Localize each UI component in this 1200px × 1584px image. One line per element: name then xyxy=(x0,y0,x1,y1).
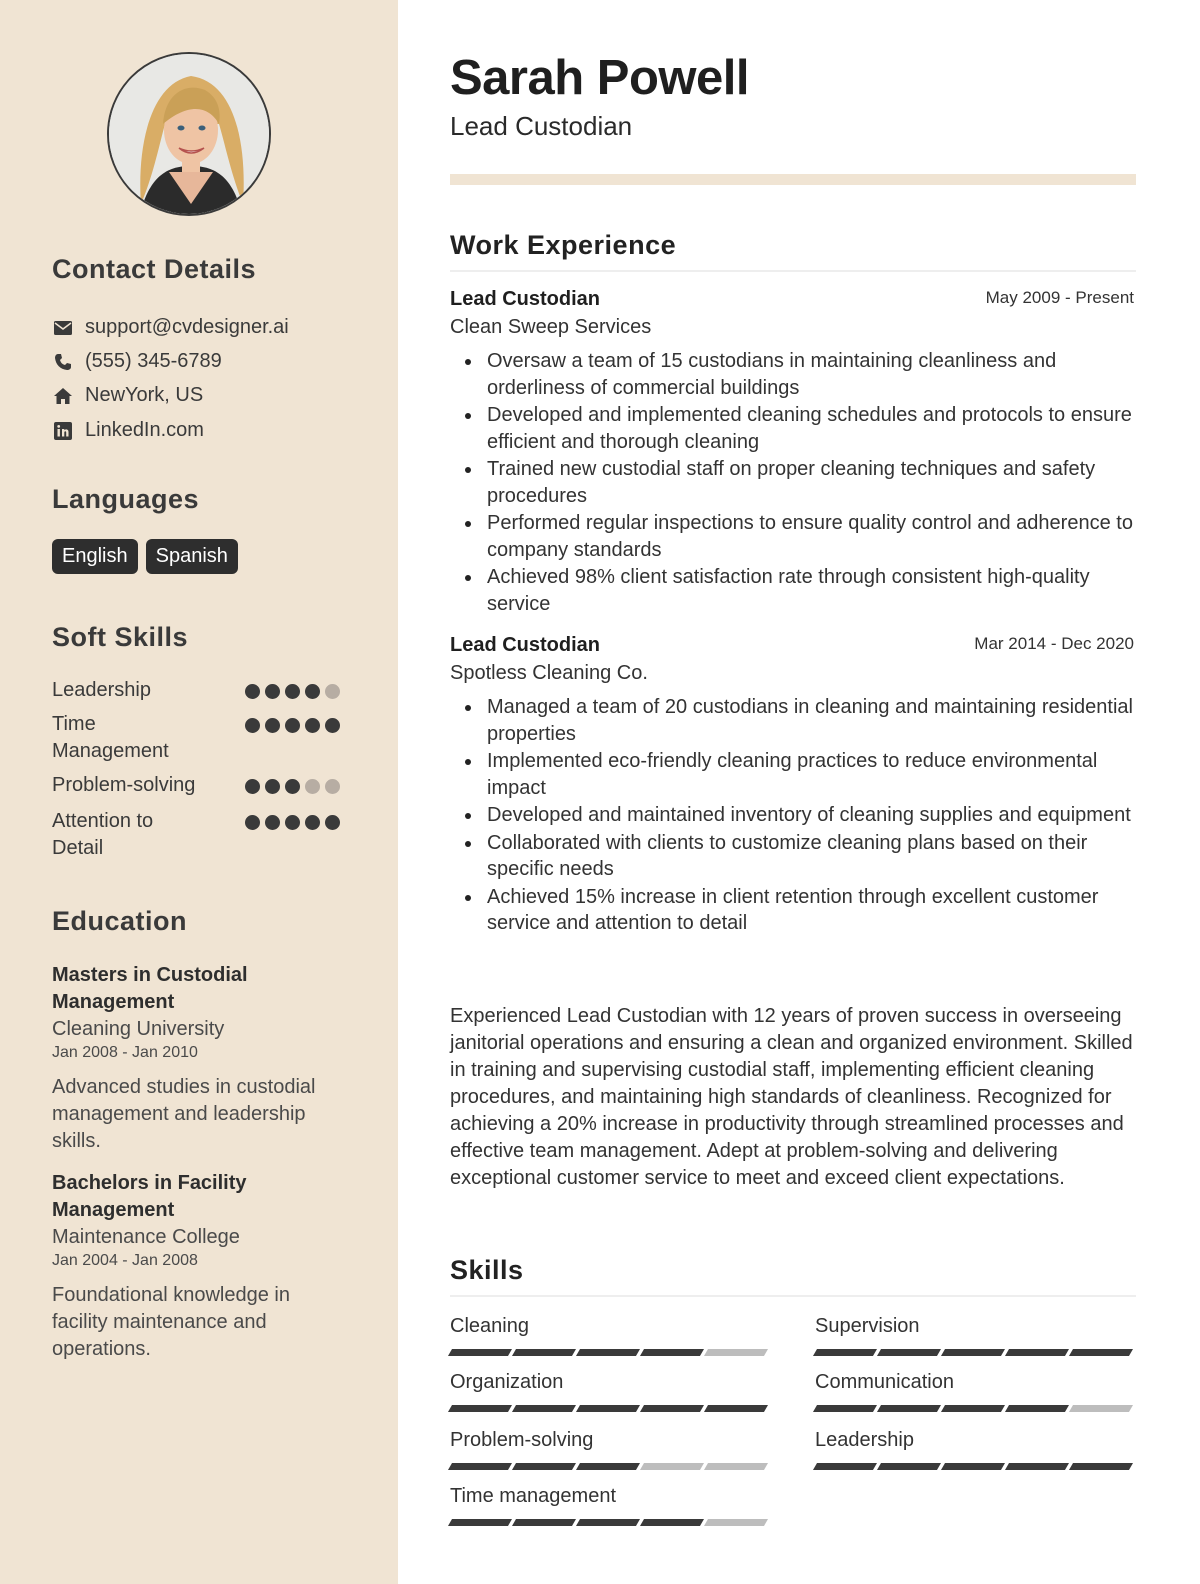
work-experience-heading: Work Experience xyxy=(450,230,677,260)
candidate-title: Lead Custodian xyxy=(450,111,633,141)
skill-segment-filled xyxy=(1005,1405,1069,1412)
rating-dot-filled xyxy=(285,684,300,699)
rating-dot-filled xyxy=(285,779,300,794)
job-bullet: Developed and implemented cleaning schedules and protocols to ensure efficient and thorough cleaning xyxy=(487,402,1137,455)
skill-segment-empty xyxy=(704,1519,768,1526)
soft-skill-rating xyxy=(245,718,340,733)
rating-dot-filled xyxy=(305,815,320,830)
email-text: support@cvdesigner.ai xyxy=(85,316,289,338)
skill-segment-filled xyxy=(512,1349,576,1356)
job-company: Spotless Cleaning Co. xyxy=(450,662,648,684)
job-dates: May 2009 - Present xyxy=(985,288,1134,307)
languages-list xyxy=(52,539,238,574)
skill-item xyxy=(450,1314,770,1356)
school-name: Maintenance College xyxy=(52,1226,240,1248)
candidate-name: Sarah Powell xyxy=(450,51,750,105)
job-bullets xyxy=(487,348,1137,618)
education-dates: Jan 2008 - Jan 2010 xyxy=(52,1044,198,1061)
soft-skill-label: Attention to Detail xyxy=(52,810,154,859)
skill-segment-filled xyxy=(640,1519,704,1526)
rating-dot-filled xyxy=(245,684,260,699)
skill-level-bar xyxy=(815,1463,1135,1470)
skill-level-bar xyxy=(450,1519,770,1526)
skill-level-bar xyxy=(815,1349,1135,1356)
education-heading: Education xyxy=(52,906,188,936)
rating-dot-empty xyxy=(325,779,340,794)
skill-name: Cleaning xyxy=(450,1315,529,1337)
rating-dot-filled xyxy=(245,815,260,830)
skill-segment-filled xyxy=(1069,1463,1133,1470)
skill-segment-filled xyxy=(813,1405,877,1412)
skill-segment-filled xyxy=(877,1405,941,1412)
skill-segment-filled xyxy=(941,1463,1005,1470)
skill-item xyxy=(815,1428,1135,1470)
skill-name: Leadership xyxy=(815,1429,914,1451)
contact-heading: Contact Details xyxy=(52,254,257,284)
job-bullet: Developed and maintained inventory of cleaning supplies and equipment xyxy=(487,802,1137,829)
soft-skills-heading: Soft Skills xyxy=(52,622,189,652)
contact-email[interactable] xyxy=(52,316,289,339)
languages-heading: Languages xyxy=(52,484,200,514)
skill-segment-filled xyxy=(448,1519,512,1526)
skill-name: Supervision xyxy=(815,1315,920,1337)
degree-title: Bachelors in Facility Management xyxy=(52,1172,247,1221)
skill-segment-filled xyxy=(512,1463,576,1470)
job-bullet: Trained new custodial staff on proper cleaning techniques and safety procedures xyxy=(487,456,1137,509)
education-description: Foundational knowledge in facility maintenance and operations. xyxy=(52,1284,290,1360)
rating-dot-filled xyxy=(245,718,260,733)
skill-level-bar xyxy=(450,1405,770,1412)
rating-dot-filled xyxy=(285,718,300,733)
envelope-icon xyxy=(52,317,74,339)
school-name: Cleaning University xyxy=(52,1018,225,1040)
soft-skill-label: Leadership xyxy=(52,679,151,701)
soft-skill-rating xyxy=(245,684,340,699)
skill-name: Time management xyxy=(450,1485,616,1507)
skill-segment-empty xyxy=(640,1463,704,1470)
job-bullet: Collaborated with clients to customize cleaning plans based on their specific needs xyxy=(487,830,1137,883)
rating-dot-filled xyxy=(265,718,280,733)
skill-level-bar xyxy=(450,1463,770,1470)
job-entry xyxy=(450,288,1136,618)
main-content xyxy=(398,0,1200,1584)
skill-segment-filled xyxy=(1069,1349,1133,1356)
skill-segment-filled xyxy=(576,1519,640,1526)
home-icon xyxy=(52,385,74,407)
skill-segment-filled xyxy=(877,1349,941,1356)
rating-dot-filled xyxy=(305,718,320,733)
job-bullet: Performed regular inspections to ensure quality control and adherence to company standards xyxy=(487,510,1137,563)
skill-segment-empty xyxy=(1069,1405,1133,1412)
skill-segment-filled xyxy=(576,1405,640,1412)
skill-segment-filled xyxy=(512,1405,576,1412)
language-badge: English xyxy=(52,539,138,574)
education-description: Advanced studies in custodial management and leadership skills. xyxy=(52,1076,316,1152)
phone-text: (555) 345-6789 xyxy=(85,350,222,372)
job-bullet: Achieved 15% increase in client retention through excellent customer service and attention to detail xyxy=(487,884,1137,937)
location-text: NewYork, US xyxy=(85,384,204,406)
skill-segment-filled xyxy=(704,1405,768,1412)
skill-segment-filled xyxy=(448,1405,512,1412)
skill-name: Organization xyxy=(450,1371,564,1393)
skill-level-bar xyxy=(450,1349,770,1356)
education-entry xyxy=(52,1170,342,1363)
skill-segment-filled xyxy=(941,1349,1005,1356)
rating-dot-filled xyxy=(325,718,340,733)
rating-dot-filled xyxy=(245,779,260,794)
job-dates: Mar 2014 - Dec 2020 xyxy=(974,634,1134,653)
skill-segment-filled xyxy=(1005,1463,1069,1470)
skill-segment-filled xyxy=(448,1463,512,1470)
rating-dot-filled xyxy=(285,815,300,830)
job-entry xyxy=(450,634,1136,974)
section-divider xyxy=(450,270,1136,272)
skill-item xyxy=(815,1370,1135,1412)
header-accent-bar xyxy=(450,174,1136,185)
skill-level-bar xyxy=(815,1405,1135,1412)
skill-segment-filled xyxy=(512,1519,576,1526)
job-company: Clean Sweep Services xyxy=(450,316,652,338)
soft-skill-label: Problem-solving xyxy=(52,774,196,796)
skill-item xyxy=(450,1370,770,1412)
soft-skill-rating xyxy=(245,779,340,794)
section-divider xyxy=(450,1295,1136,1297)
sidebar xyxy=(0,0,398,1584)
contact-phone[interactable] xyxy=(52,350,222,373)
phone-icon xyxy=(52,351,74,373)
avatar xyxy=(107,52,271,216)
rating-dot-filled xyxy=(305,684,320,699)
skill-segment-empty xyxy=(704,1463,768,1470)
job-bullet: Achieved 98% client satisfaction rate through consistent high-quality service xyxy=(487,564,1137,617)
rating-dot-empty xyxy=(325,684,340,699)
job-bullet: Managed a team of 20 custodians in cleaning and maintaining residential properties xyxy=(487,694,1137,747)
rating-dot-filled xyxy=(325,815,340,830)
professional-summary: Experienced Lead Custodian with 12 years of proven success in overseeing janitorial operations and ensuring a clean and organized environment. Skilled in training and supervising custodial staff, implementing efficient cleaning procedures, and maintaining high standards of cleanliness. Recognized for achieving a 20% increase in productivity through streamlined processes and effective team management. Adept at problem-solving and delivering exceptional customer service to meet and exceed client expectations. xyxy=(450,1005,1133,1189)
skill-segment-filled xyxy=(640,1349,704,1356)
education-entry xyxy=(52,962,342,1155)
soft-skill-label: Time Management xyxy=(52,713,169,762)
rating-dot-empty xyxy=(305,779,320,794)
language-badge: Spanish xyxy=(146,539,238,574)
linkedin-icon xyxy=(52,420,74,442)
skill-segment-filled xyxy=(813,1349,877,1356)
job-bullet: Oversaw a team of 15 custodians in maintaining cleanliness and orderliness of commercial buildings xyxy=(487,348,1137,401)
skill-segment-filled xyxy=(576,1349,640,1356)
skill-name: Communication xyxy=(815,1371,954,1393)
rating-dot-filled xyxy=(265,779,280,794)
job-title: Lead Custodian xyxy=(450,288,601,310)
rating-dot-filled xyxy=(265,815,280,830)
degree-title: Masters in Custodial Management xyxy=(52,964,248,1013)
skill-segment-filled xyxy=(640,1405,704,1412)
skill-segment-filled xyxy=(877,1463,941,1470)
job-bullets xyxy=(487,694,1137,938)
skill-segment-filled xyxy=(576,1463,640,1470)
contact-linkedin[interactable] xyxy=(52,419,204,442)
skill-segment-filled xyxy=(448,1349,512,1356)
skill-segment-empty xyxy=(704,1349,768,1356)
skill-segment-filled xyxy=(941,1405,1005,1412)
skill-segment-filled xyxy=(813,1463,877,1470)
skill-item xyxy=(450,1428,770,1470)
contact-location xyxy=(52,384,203,407)
rating-dot-filled xyxy=(265,684,280,699)
skill-item xyxy=(450,1484,770,1526)
linkedin-text: LinkedIn.com xyxy=(85,419,204,441)
education-dates: Jan 2004 - Jan 2008 xyxy=(52,1252,198,1269)
skill-segment-filled xyxy=(1005,1349,1069,1356)
soft-skill-rating xyxy=(245,815,340,830)
job-bullet: Implemented eco-friendly cleaning practices to reduce environmental impact xyxy=(487,748,1137,801)
skill-item xyxy=(815,1314,1135,1356)
job-title: Lead Custodian xyxy=(450,634,601,656)
portrait-photo xyxy=(109,54,271,216)
skills-heading: Skills xyxy=(450,1255,524,1285)
skill-name: Problem-solving xyxy=(450,1429,594,1451)
